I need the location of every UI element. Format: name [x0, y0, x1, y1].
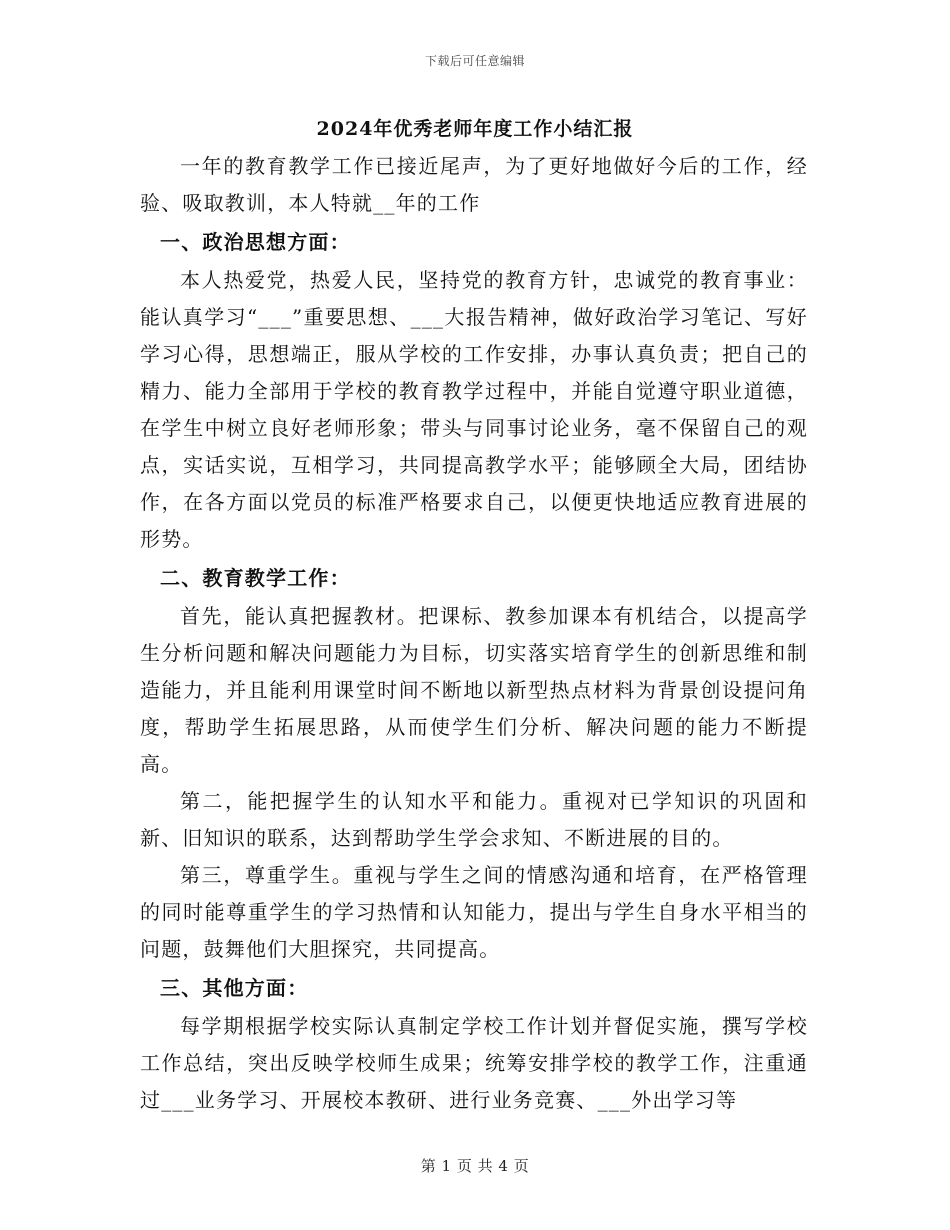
page-number: 第 1 页 共 4 页 — [420, 1157, 530, 1175]
page-header-note: 下载后可任意编辑 — [424, 54, 525, 68]
section-heading-teaching: 二、教育教学工作： — [160, 566, 351, 590]
body-paragraph: 本人热爱党，热爱人民，坚持党的教育方针，忠诚党的教育事业：能认真学习“___”重要思想、___大报告精神，做好政治学习笔记、写好学习心得，思想端正，服从学校的工作安排，办事认真负责；把自己的精力、能力全部用于学校的教育教学过程中，并能自觉遵守职业道德，在学生中树立良好老师形象；带头与同事讨论业务，毫不保留自己的观点，实话实说，互相学习，共同提高教学水平；能够顾全大局，团结协作，在各方面以党员的标准严格要求自己，以便更快地适应教育进展的形势。 — [140, 268, 808, 551]
section-heading-politics: 一、政治思想方面： — [160, 230, 351, 254]
body-paragraph: 首先，能认真把握教材。把课标、教参加课本有机结合，以提高学生分析问题和解决问题能力为目标，切实落实培育学生的创新思维和制造能力，并且能利用课堂时间不断地以新型热点材料为背景创设提问角度，帮助学生拓展思路，从而使学生们分析、解决问题的能力不断提高。 — [140, 604, 808, 776]
document-title: 2024年优秀老师年度工作小结汇报 — [316, 118, 634, 140]
document-body — [140, 148, 808, 1119]
section-heading-other: 三、其他方面： — [160, 976, 309, 1000]
body-paragraph: 第三，尊重学生。重视与学生之间的情感沟通和培育，在严格管理的同时能尊重学生的学习热情和认知能力，提出与学生自身水平相当的问题，鼓舞他们大胆探究，共同提高。 — [140, 863, 808, 961]
body-paragraph: 每学期根据学校实际认真制定学校工作计划并督促实施，撰写学校工作总结，突出反映学校师生成果；统筹安排学校的教学工作，注重通过___业务学习、开展校本教研、进行业务竞赛、___外出学习等 — [140, 1014, 808, 1112]
body-paragraph: 第二，能把握学生的认知水平和能力。重视对已学知识的巩固和新、旧知识的联系，达到帮助学生学会求知、不断进展的目的。 — [140, 789, 808, 850]
intro-paragraph: 一年的教育教学工作已接近尾声，为了更好地做好今后的工作，经验、吸取教训，本人特就__年的工作 — [140, 154, 808, 215]
